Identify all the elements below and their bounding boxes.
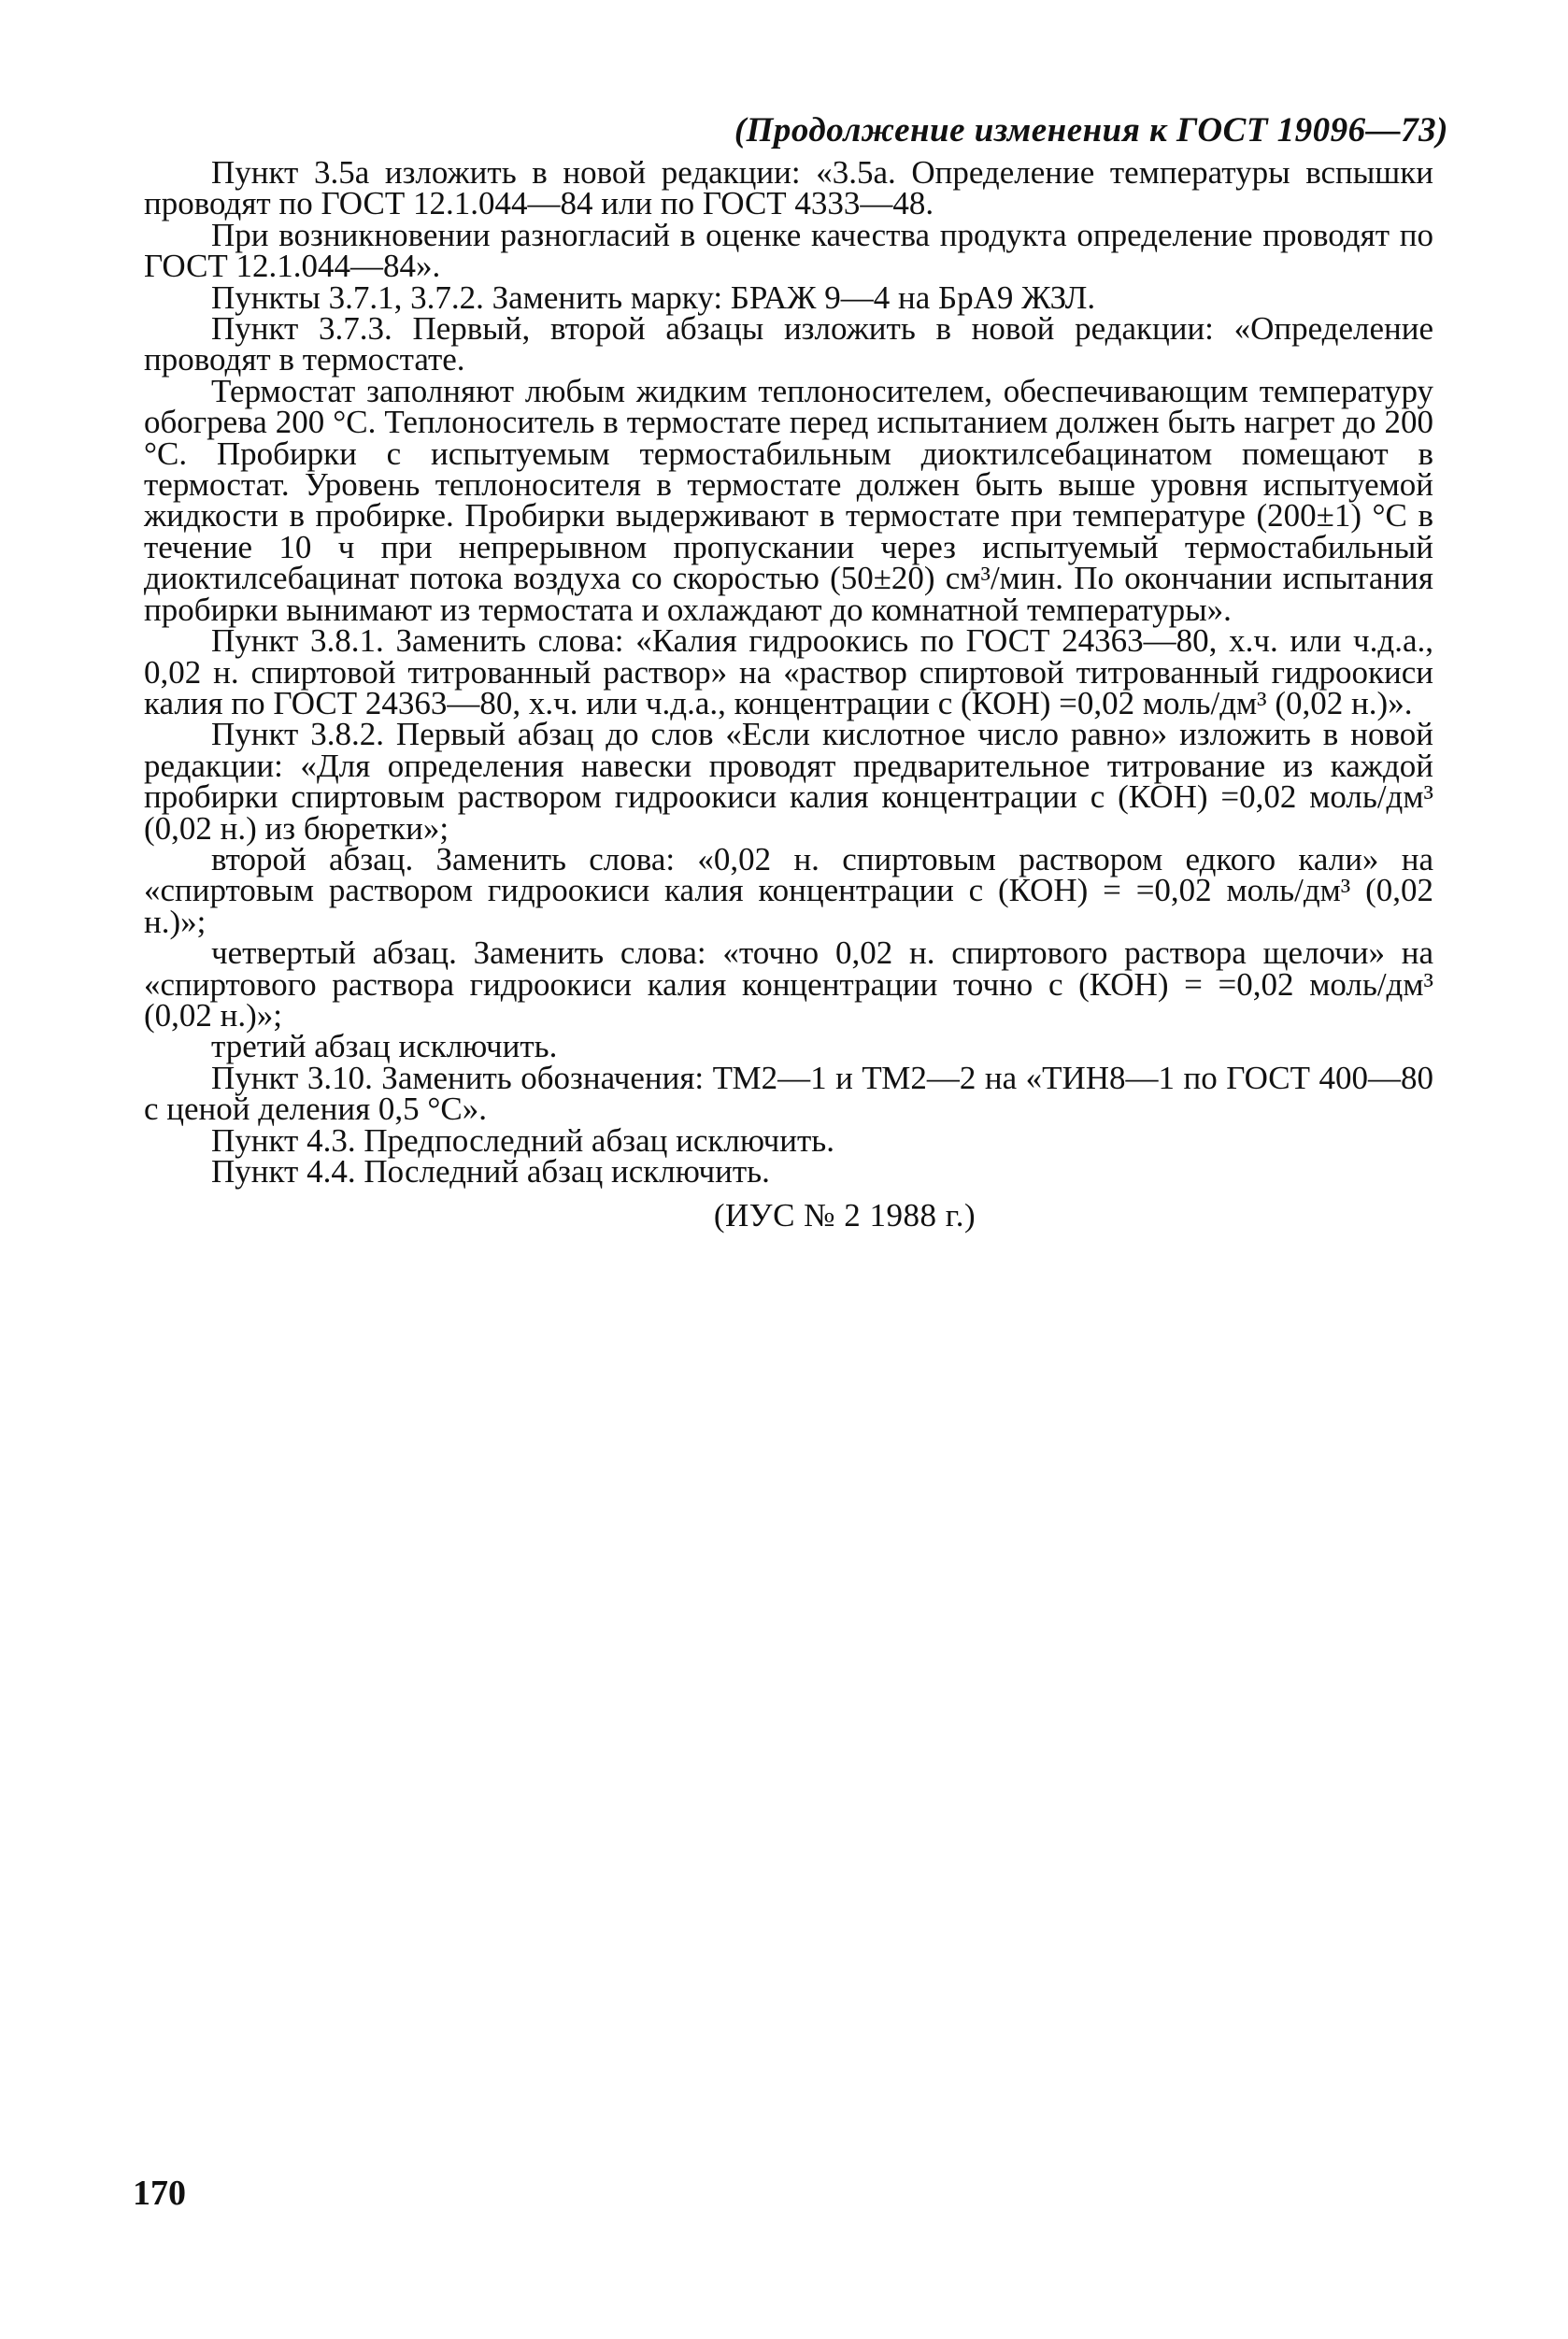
ius-reference: (ИУС № 2 1988 г.): [713, 1197, 976, 1234]
paragraph-3-10: Пункт 3.10. Заменить обозначения: ТМ2—1 и ТМ2—2 на «ТИН8—1 по ГОСТ 400—80 с ценой деления 0,5 °С».: [144, 1059, 1433, 1128]
paragraph-third-abzac: третий абзац исключить.: [211, 1028, 558, 1065]
paragraph-3-7-1: Пункты 3.7.1, 3.7.2. Заменить марку: БРАЖ 9—4 на БрА9 ЖЗЛ.: [211, 278, 1096, 316]
paragraph-3-8-1: Пункт 3.8.1. Заменить слова: «Калия гидроокись по ГОСТ 24363—80, х.ч. или ч.д.а., 0,02 н. спиртовой титрованный раствор» на «раствор спиртовой титрованный гидроокиси калия по ГОСТ 24363—80, х.ч. или ч.д.а., концентрации с (КОН) =0,02 моль/дм³ (0,02 н.)».: [144, 622, 1433, 721]
paragraph-fourth-abzac: четвертый абзац. Заменить слова: «точно 0,02 н. спиртового раствора щелочи» на «спиртового раствора гидроокиси калия концентрации точно с (КОН) = =0,02 моль/дм³ (0,02 н.)»;: [144, 934, 1433, 1034]
paragraph-second-abzac: второй абзац. Заменить слова: «0,02 н. спиртовым раствором едкого кали» на «спиртовым раствором гидроокиси калия концентрации с (КОН) = =0,02 моль/дм³ (0,02 н.)»;: [144, 840, 1433, 940]
page-header: (Продолжение изменения к ГОСТ 19096—73): [734, 111, 1448, 150]
paragraph-disagreement: При возникновении разногласий в оценке качества продукта определение проводят по ГОСТ 12.1.044—84».: [144, 216, 1433, 285]
document-body: [144, 154, 1433, 1234]
paragraph-3-8-2: Пункт 3.8.2. Первый абзац до слов «Если кислотное число равно» изложить в новой редакции: «Для определения навески проводят предварительное титрование из каждой пробирки спиртовым раствором гидроокиси калия концентрации с (КОН) =0,02 моль/дм³ (0,02 н.) из бюретки»;: [144, 716, 1433, 847]
paragraph-4-4: Пункт 4.4. Последний абзац исключить.: [211, 1153, 770, 1190]
paragraph-4-3: Пункт 4.3. Предпоследний абзац исключить.: [211, 1121, 834, 1159]
paragraph-thermostat: Термостат заполняют любым жидким теплоносителем, обеспечивающим температуру обогрева 200 °С. Теплоноситель в термостате перед испытанием должен быть нагрет до 200 °С. Пробирки с испытуемым термостабильным диоктилсебацинатом помещают в термостат. Уровень теплоносителя в термостате должен быть выше уровня испытуемой жидкости в пробирке. Пробирки выдерживают в термостате при температуре (200±1) °С в течение 10 ч при непрерывном пропускании через испытуемый термостабильный диоктилсебацинат потока воздуха со скоростью (50±20) см³/мин. По окончании испытания пробирки вынимают из термостата и охлаждают до комнатной температуры».: [144, 372, 1433, 628]
paragraph-3-7-3: Пункт 3.7.3. Первый, второй абзацы изложить в новой редакции: «Определение проводят в термостате.: [144, 310, 1433, 378]
paragraph-3-5a: Пункт 3.5а изложить в новой редакции: «3.5а. Определение температуры вспышки проводят по ГОСТ 12.1.044—84 или по ГОСТ 4333—48.: [144, 154, 1433, 222]
page-number: 170: [133, 2174, 186, 2213]
